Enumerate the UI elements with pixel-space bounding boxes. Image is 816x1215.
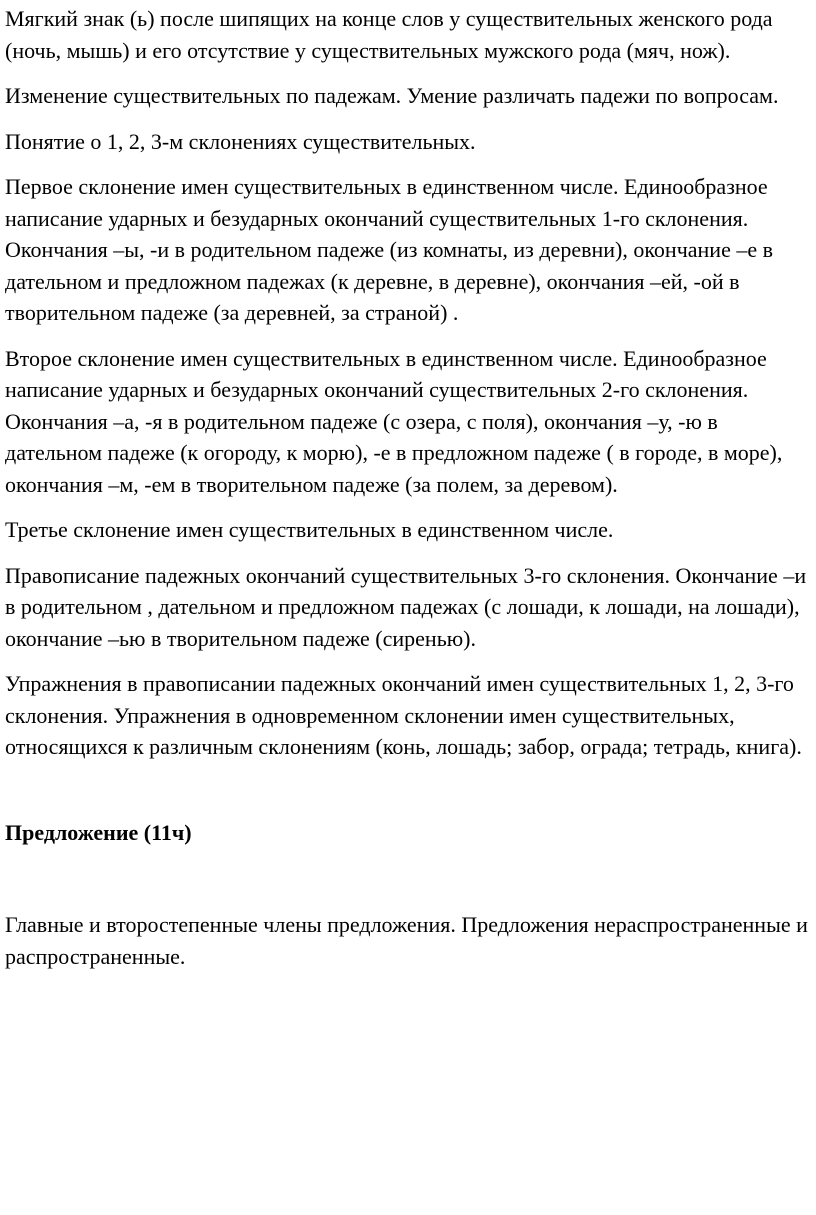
- spacer: [5, 862, 808, 909]
- paragraph-sentence-members: Главные и второстепенные члены предложения. Предложения нераспространенные и распространенные.: [5, 912, 808, 969]
- paragraph-first-declension: Первое склонение имен существительных в единственном числе. Единообразное написание ударных и безударных окончаний существительных 1-го склонения. Окончания –ы, -и в родительном падеже (из комнаты, из деревни), окончание –е в дательном и предложном падежах (к деревне, в деревне), окончания –ей, -ой в творительном падеже (за деревней, за страной) .: [5, 174, 773, 325]
- section-heading: Предложение (11ч): [5, 819, 192, 845]
- paragraph-case-change: Изменение существительных по падежам. Умение различать падежи по вопросам.: [5, 83, 779, 108]
- paragraph-exercises: Упражнения в правописании падежных окончаний имен существительных 1, 2, 3-го склонения. Упражнения в одновременном склонении имен существительных, относящихся к различным склонениям (конь, лошадь; забор, ограда; тетрадь, книга).: [5, 671, 802, 759]
- paragraph-declension-concept: Понятие о 1, 2, 3-м склонениях существительных.: [5, 128, 476, 154]
- paragraph-third-declension-spelling: Правописание падежных окончаний существительных 3-го склонения. Окончание –и в родительном , дательном и предложном падежах (с лошади, к лошади, на лошади), окончание –ью в творительном падеже (сиренью).: [5, 562, 807, 651]
- spacer: [5, 777, 808, 817]
- paragraph-soft-sign: Мягкий знак (ь) после шипящих на конце слов у существительных женского рода (ночь, мышь) и его отсутствие у существительных мужского рода (мяч, нож).: [5, 6, 773, 63]
- paragraph-second-declension: Второе склонение имен существительных в единственном числе. Единообразное написание ударных и безударных окончаний существительных 2-го склонения. Окончания –а, -я в родительном падеже (с озера, с поля), окончания –у, -ю в дательном падеже (к огороду, к морю), -е в предложном падеже ( в городе, в море), окончания –м, -ем в творительном падеже (за полем, за деревом).: [5, 345, 783, 497]
- paragraph-third-declension: Третье склонение имен существительных в единственном числе.: [5, 517, 614, 542]
